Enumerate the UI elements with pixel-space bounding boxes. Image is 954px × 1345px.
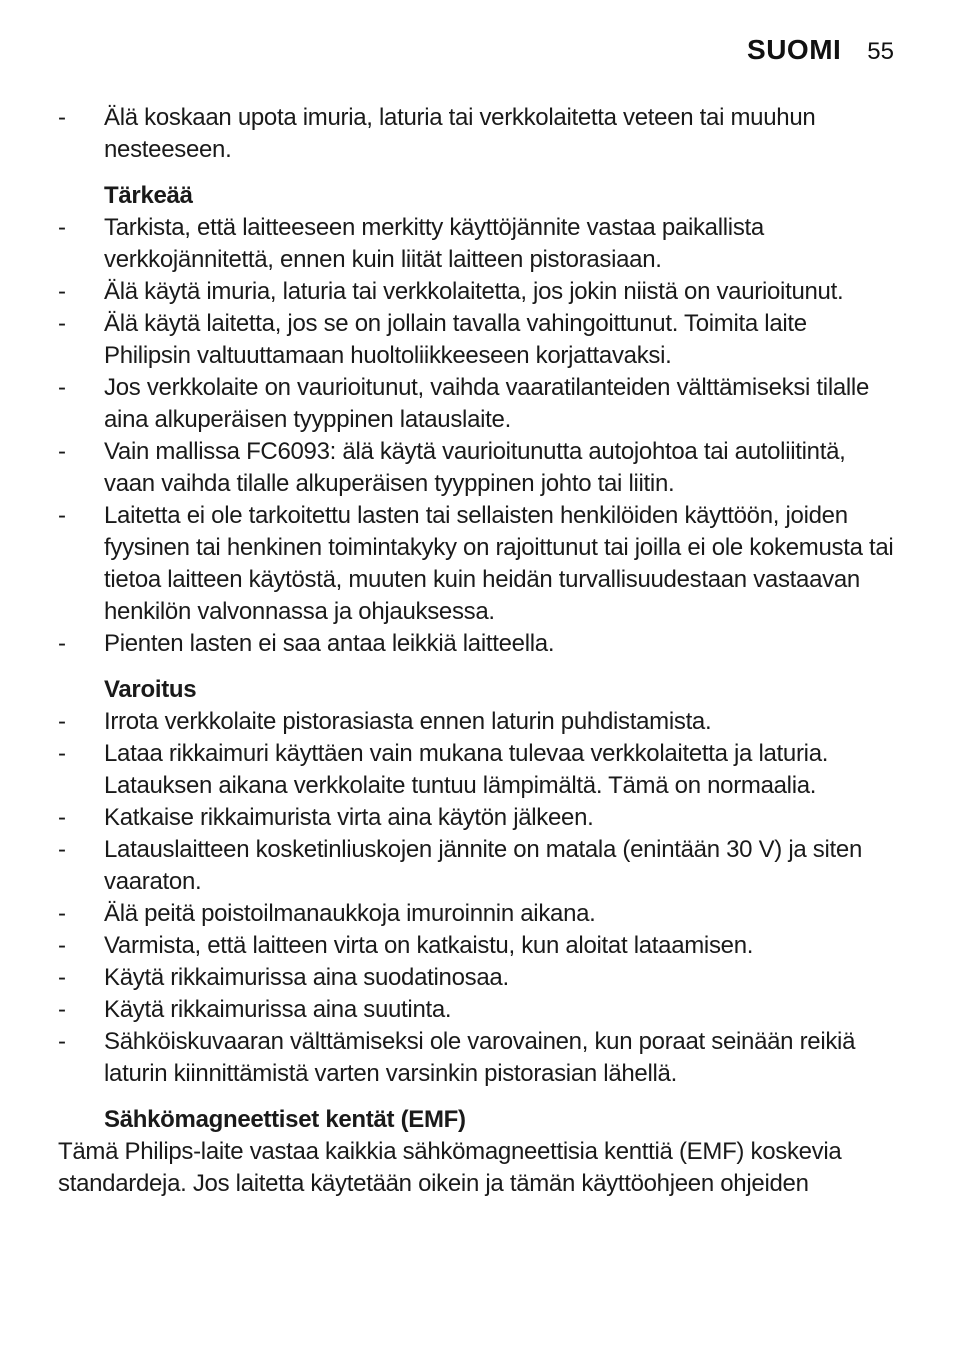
list-item: - Tarkista, että laitteeseen merkitty käyttöjännite vastaa paikallista verkkojännitettä, ennen kuin liität laitteen pistorasiaan. [58, 214, 764, 273]
section-heading-varoitus: Varoitus [104, 676, 197, 703]
emf-paragraph: Tämä Philips-laite vastaa kaikkia sähkömagneettisia kenttiä (EMF) koskevia standardeja. Jos laitetta käytetään oikein ja tämän käyttöohjeen ohjeiden [58, 1138, 842, 1197]
list-item: - Älä käytä laitetta, jos se on jollain tavalla vahingoittunut. Toimita laite Philipsin valtuuttamaan huoltoliikkeeseen korjattavaksi. [58, 310, 807, 369]
section0-list [58, 102, 898, 166]
list-item: - Varmista, että laitteen virta on katkaistu, kun aloitat lataamisen. [58, 932, 754, 959]
section-heading-tarkeaa: Tärkeää [104, 182, 193, 209]
list-item: - Käytä rikkaimurissa aina suutinta. [58, 996, 452, 1023]
list-item: - Katkaise rikkaimurista virta aina käytön jälkeen. [58, 804, 594, 831]
list-item: - Irrota verkkolaite pistorasiasta ennen laturin puhdistamista. [58, 708, 712, 735]
section2-list [58, 706, 898, 1090]
list-item: - Älä peitä poistoilmanaukkoja imuroinnin aikana. [58, 900, 596, 927]
list-item: - Laitetta ei ole tarkoitettu lasten tai sellaisten henkilöiden käyttöön, joiden fyysinen tai henkinen toimintakyky on rajoittunut tai joilla ei ole kokemusta tai tietoa laitteen käytöstä, muuten kuin heidän turvallisuudestaan vastaavan henkilön valvonnassa ja ohjauksessa. [58, 502, 894, 625]
list-item: - Latauslaitteen kosketinliuskojen jännite on matala (enintään 30 V) ja siten vaaraton. [58, 836, 862, 895]
list-item: - Älä käytä imuria, laturia tai verkkolaitetta, jos jokin niistä on vaurioitunut. [58, 278, 844, 305]
list-item: - Käytä rikkaimurissa aina suodatinosaa. [58, 964, 509, 991]
list-item: - Jos verkkolaite on vaurioitunut, vaihda vaaratilanteiden välttämiseksi tilalle aina alkuperäisen tyyppinen latauslaite. [58, 374, 870, 433]
list-item: - Lataa rikkaimuri käyttäen vain mukana tulevaa verkkolaitetta ja laturia. Latauksen aikana verkkolaite tuntuu lämpimältä. Tämä on normaalia. [58, 740, 829, 799]
page-content [58, 102, 898, 1200]
page-number: 55 [867, 38, 894, 65]
list-item: - Sähköiskuvaaran välttämiseksi ole varovainen, kun poraat seinään reikiä laturin kiinnittämistä varten varsinkin pistorasian lähellä. [58, 1028, 856, 1087]
list-item: - Vain mallissa FC6093: älä käytä vaurioitunutta autojohtoa tai autoliitintä, vaan vaihda tilalle alkuperäisen tyyppinen johto tai liitin. [58, 438, 846, 497]
section1-list [58, 212, 898, 660]
list-item: - Älä koskaan upota imuria, laturia tai verkkolaitetta veteen tai muuhun nesteeseen. [58, 104, 816, 163]
language-label: SUOMI [747, 34, 842, 65]
page-header [747, 34, 894, 66]
list-item: - Pienten lasten ei saa antaa leikkiä laitteella. [58, 630, 555, 657]
section-heading-emf: Sähkömagneettiset kentät (EMF) [104, 1106, 466, 1133]
